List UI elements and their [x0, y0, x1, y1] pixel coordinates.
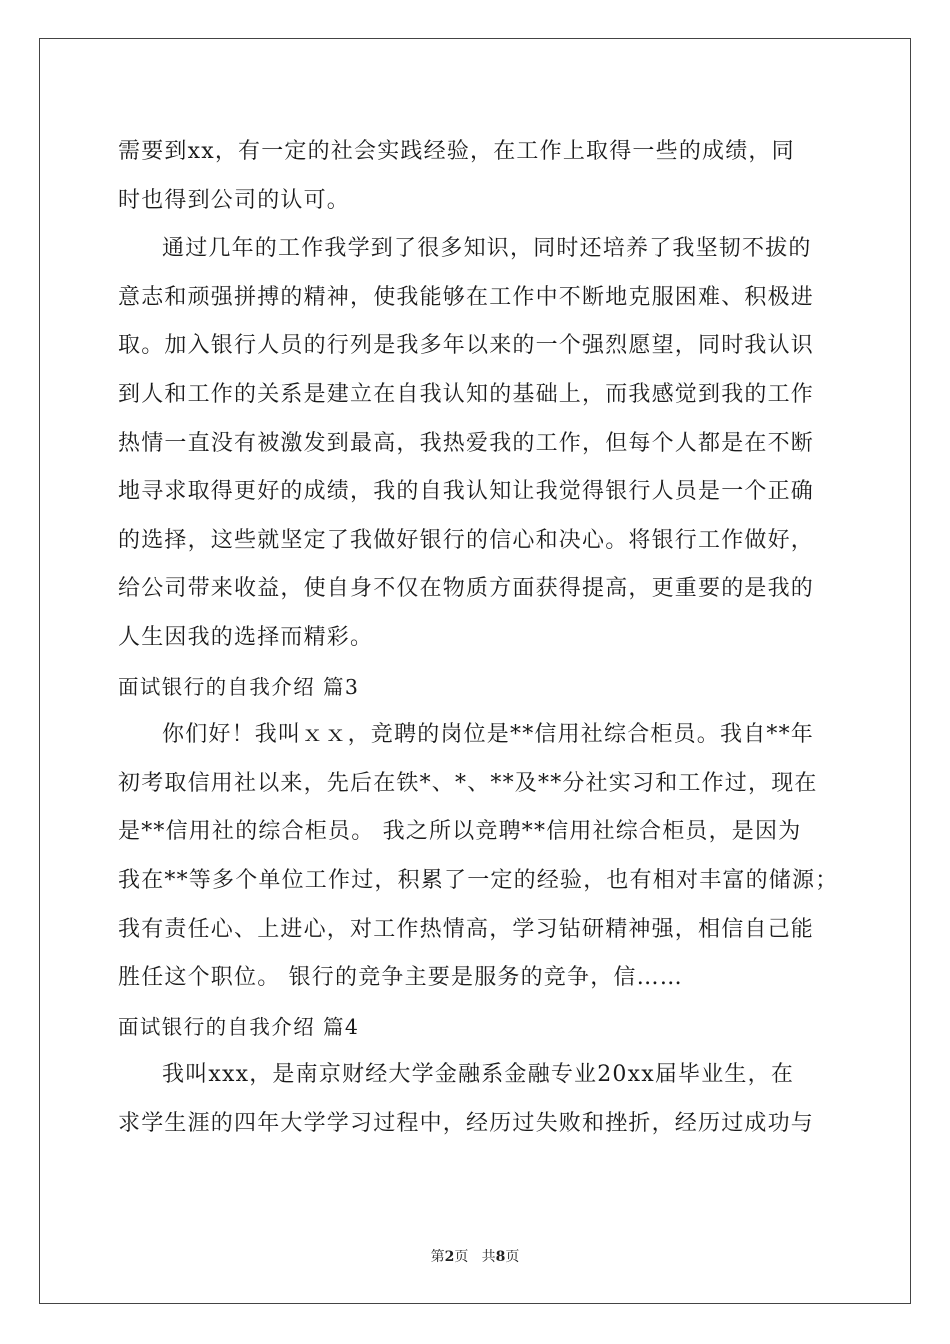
text-line: 我在**等多个单位工作过，积累了一定的经验，也有相对丰富的储源；	[118, 867, 839, 893]
text-line: 意志和顽强拼搏的精神，使我能够在工作中不断地克服困难、积极进	[118, 284, 815, 310]
section-heading: 面试银行的自我介绍 篇3	[118, 674, 360, 699]
text-line: 我有责任心、上进心，对工作热情高，学习钻研精神强，相信自己能	[118, 916, 815, 942]
page-prefix: 第	[430, 1249, 445, 1265]
text-line: 人生因我的选择而精彩。	[118, 624, 374, 650]
text-line: 取。加入银行人员的行列是我多年以来的一个强烈愿望，同时我认识	[118, 333, 815, 359]
text-line: 求学生涯的四年大学学习过程中，经历过失败和挫折，经历过成功与	[118, 1110, 815, 1136]
total-prefix: 共	[481, 1249, 496, 1265]
page-footer	[0, 1246, 950, 1266]
text-line: 你们好！我叫ｘｘ，竞聘的岗位是**信用社综合柜员。我自**年	[162, 722, 815, 748]
text-line: 通过几年的工作我学到了很多知识，同时还培养了我坚韧不拔的	[162, 236, 812, 262]
text-line: 热情一直没有被激发到最高，我热爱我的工作，但每个人都是在不断	[118, 430, 815, 456]
document-body	[118, 128, 839, 1148]
text-line: 时也得到公司的认可。	[118, 187, 351, 213]
page-mid: 页	[454, 1249, 469, 1265]
text-line: 的选择，这些就坚定了我做好银行的信心和决心。将银行工作做好，	[118, 527, 815, 553]
total-suffix: 页	[505, 1249, 520, 1265]
page-total: 8	[495, 1249, 506, 1265]
text-line: 地寻求取得更好的成绩，我的自我认知让我觉得银行人员是一个正确	[118, 479, 815, 505]
text-line: 初考取信用社以来，先后在铁*、*、**及**分社实习和工作过，现在	[118, 770, 818, 796]
text-line: 需要到xx，有一定的社会实践经验，在工作上取得一些的成绩，同	[118, 139, 795, 164]
text-line: 是**信用社的综合柜员。 我之所以竞聘**信用社综合柜员，是因为	[118, 819, 802, 845]
section-heading: 面试银行的自我介绍 篇4	[118, 1014, 360, 1039]
text-line: 给公司带来收益，使自身不仅在物质方面获得提高，更重要的是我的	[118, 576, 815, 602]
text-line: 胜任这个职位。 银行的竞争主要是服务的竞争，信……	[118, 965, 683, 991]
text-line: 我叫xxx，是南京财经大学金融系金融专业20xx届毕业生，在	[162, 1062, 795, 1088]
page-current: 2	[444, 1249, 455, 1265]
text-line: 到人和工作的关系是建立在自我认知的基础上，而我感觉到我的工作	[118, 381, 815, 407]
